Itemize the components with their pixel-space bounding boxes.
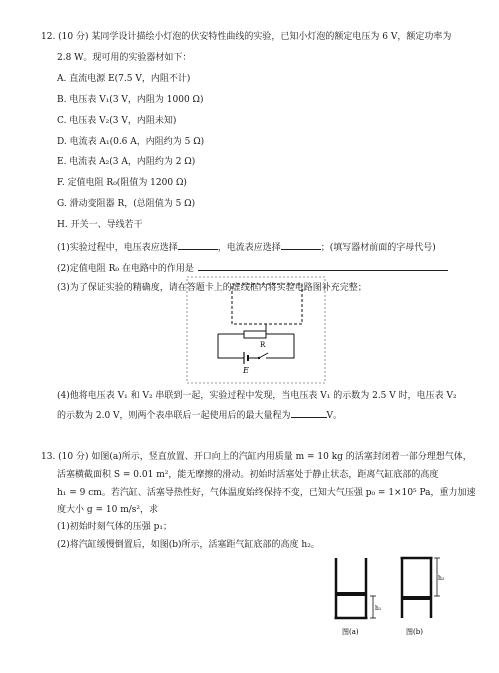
q12-part2: [57, 262, 448, 275]
r0-role-answer-blank[interactable]: [198, 262, 448, 271]
fig-a-caption: 图(a): [342, 628, 359, 636]
switch-symbol: [259, 353, 268, 358]
h2-label: h₂: [438, 575, 445, 582]
circuit-diagram: [186, 276, 326, 384]
cylinder-figures: [318, 552, 448, 642]
q12-option-h: H. 开关一、导线若干: [57, 220, 143, 230]
cylinder-b: [401, 558, 445, 618]
battery-label: E: [243, 366, 249, 375]
q12-option-e: E. 电流表 A₂(3 A，内阻约为 2 Ω): [57, 157, 196, 167]
q12-part1-text-a: (1)实验过程中，电压表应选择: [57, 243, 178, 253]
piston-b: [403, 596, 430, 600]
q13-line1: 13. (10 分) 如图(a)所示，竖直放置、开口向上的汽缸内用质量 m = 10 kg 的活塞封闭着一部分理想气体，: [41, 452, 472, 462]
q12-part4-line2: [57, 409, 342, 422]
cylinder-a: [335, 558, 382, 618]
q12-part3: (3)为了保证实验的精确度，请在答题卡上的虚线框内将实验电路图补充完整；: [57, 283, 367, 293]
q12-intro-line2: 2.8 W。现可用的实验器材如下：: [57, 53, 192, 63]
q12-option-f: F. 定值电阻 R₀(阻值为 1200 Ω): [57, 178, 187, 188]
q12-part1: [57, 241, 436, 254]
fig-b-caption: 图(b): [406, 628, 423, 636]
q12-part1-text-b: ，电流表应选择: [217, 243, 281, 253]
answer-dashed-box[interactable]: [232, 284, 302, 324]
h1-label: h₁: [375, 605, 382, 612]
q12-part4-text-b: 的示数为 2.0 V，则两个表串联后一起使用后的最大量程为: [57, 411, 291, 421]
outer-dashed-frame: [187, 277, 325, 383]
voltmeter-answer-blank[interactable]: [178, 241, 218, 250]
q13-line4: 度大小 g = 10 m/s²，求: [57, 505, 158, 515]
q12-intro-line1: 12. (10 分) 某同学设计描绘小灯泡的伏安特性曲线的实验，已知小灯泡的额定电压为 6 V，额定功率为: [41, 32, 452, 42]
q12-option-c: C. 电压表 V₂(3 V，内阻未知): [57, 116, 177, 126]
q12-part4-text-c: V。: [326, 411, 343, 421]
q12-option-d: D. 电流表 A₁(0.6 A，内阻约为 5 Ω): [57, 137, 205, 147]
q12-option-a: A. 直流电源 E(7.5 V，内阻不计): [57, 74, 191, 84]
q12-option-b: B. 电压表 V₁(3 V，内阻为 1000 Ω): [57, 95, 204, 105]
piston-a: [337, 592, 365, 596]
q13-part2: (2)将汽缸缓慢倒置后，如图(b)所示，活塞距气缸底部的高度 h₂。: [57, 540, 320, 550]
range-answer-blank[interactable]: [291, 409, 327, 418]
rheostat-resistor: [244, 331, 266, 338]
q12-part2-text: (2)定值电阻 R₀ 在电路中的作用是: [57, 264, 194, 274]
q12-part1-text-c: ；(填写器材前面的字母代号): [320, 243, 436, 253]
q13-line3: h₁ = 9 cm。若汽缸、活塞导热性好，气体温度始终保持不变，已知大气压强 p₀ = 1×10⁵ Pa，重力加速: [57, 488, 476, 498]
q12-part4-line1: (4)他将电压表 V₁ 和 V₂ 串联到一起，实验过程中发现，当电压表 V₁ 的示数为 2.5 V 时，电压表 V₂: [57, 391, 457, 401]
q13-line2: 活塞横截面积 S = 0.01 m²，能无摩擦的滑动。初始时活塞处于静止状态，距离气缸底部的高度: [57, 470, 439, 480]
rheostat-label: R: [260, 341, 266, 349]
q12-option-g: G. 滑动变阻器 R，(总阻值为 5 Ω): [57, 199, 196, 209]
q13-part1: (1)初始时刻气体的压强 p₁；: [57, 522, 172, 532]
ammeter-answer-blank[interactable]: [281, 241, 321, 250]
